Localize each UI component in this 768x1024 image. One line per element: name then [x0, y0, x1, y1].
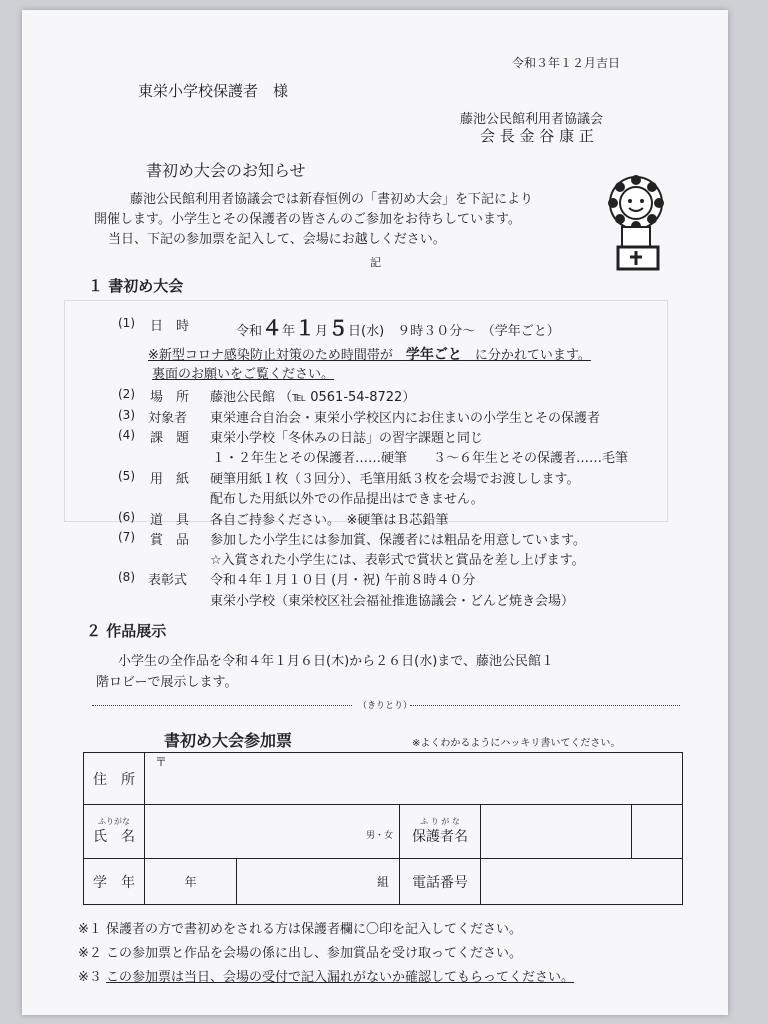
item4-label: 課 題 [150, 431, 190, 446]
prizes-line-2: ☆入賞された小学生には、表彰式で賞状と賞品を差し上げます。 [210, 553, 585, 568]
covid-note-2: 裏面のお願いをご覧ください。 [152, 367, 335, 382]
guardian-label: 保護者名 [412, 829, 468, 845]
prizes-line-1: 参加した小学生には参加賞、保護者には粗品を用意しています。 [210, 533, 586, 548]
exhibit-line-2: 階ロビーで展示します。 [96, 675, 238, 690]
year-unit: 年 [184, 875, 197, 889]
sunflower-mascot-icon [596, 175, 676, 275]
address-field[interactable] [145, 753, 683, 805]
cut-line-left [92, 705, 352, 706]
intro-line-1: 藤池公民館利用者協議会では新春恒例の「書初め大会」を下記により [130, 192, 534, 207]
addressee: 東栄小学校保護者 様 [138, 82, 289, 100]
form-note: ※よくわかるようにハッキリ書いてください。 [412, 738, 621, 749]
section2-heading: ２ 作品展示 [86, 622, 167, 640]
venue: 藤池公民館 （℡ 0561-54-8722） [210, 390, 416, 405]
exhibit-line-1: 小学生の全作品を令和４年１月６日(木)から２６日(水)まで、藤池公民館１ [118, 654, 555, 669]
name-furigana: ふりがな [98, 817, 130, 826]
organization: 藤池公民館利用者協議会 [460, 112, 604, 127]
paper-line-1: 硬筆用紙１枚（３回分）、毛筆用紙３枚を会場でお渡しします。 [210, 472, 580, 487]
grade-field[interactable] [145, 859, 237, 905]
target-audience: 東栄連合自治会・東栄小学校区内にお住まいの小学生とその保護者 [210, 411, 601, 426]
phone-field[interactable] [481, 859, 683, 905]
class-unit: 組 [376, 875, 389, 889]
item5-num: (5) [118, 469, 135, 483]
item5-label: 用 紙 [150, 472, 190, 487]
item2-num: (2) [118, 387, 135, 401]
intro-line-2: 開催します。小学生とその保護者の皆さんのご参加をお待ちしています。 [94, 212, 521, 227]
item2-label: 場 所 [150, 390, 190, 405]
item7-label: 賞 品 [150, 533, 190, 548]
event-datetime: 令和４年１月５日(水) ９時３０分～ （学年ごと） [236, 316, 560, 340]
chairperson: 会 長 金 谷 康 正 [480, 127, 594, 145]
name-label-cell [84, 805, 145, 859]
name-field[interactable] [145, 805, 400, 859]
issue-date: 令和３年１２月吉日 [512, 56, 621, 70]
grade-label: 学 年 [84, 859, 145, 905]
item1-num: (1) [118, 316, 135, 330]
ceremony-line-1: 令和４年１月１０日 (月・祝) 午前８時４０分 [210, 573, 476, 588]
phone-label: 電話番号 [400, 859, 481, 905]
cut-line-right [410, 705, 680, 706]
footnote-3-mark: ※３ [78, 970, 102, 985]
postal-mark: 〒 [155, 755, 168, 769]
item8-label: 表彰式 [148, 573, 188, 588]
paper-line-2: 配布した用紙以外での作品提出はできません。 [210, 492, 484, 507]
page-title: 書初め大会のお知らせ [146, 161, 306, 180]
ki-mark: 記 [370, 256, 381, 269]
item4-num: (4) [118, 428, 135, 442]
footnote-2-text: この参加票と作品を会場の係に出し、参加賞品を受け取ってください。 [106, 946, 523, 961]
footnote-3 [78, 966, 574, 985]
name-label: 氏 名 [93, 829, 135, 845]
item1-label: 日 時 [150, 319, 190, 334]
tools: 各自ご持参ください。 ※硬筆はＢ芯鉛筆 [210, 513, 449, 528]
item8-num: (8) [118, 570, 135, 584]
entry-form-table [83, 752, 683, 905]
ceremony-line-2: 東栄小学校（東栄校区社会福祉推進協議会・どんど焼き会場） [210, 594, 575, 609]
address-label: 住 所 [84, 753, 145, 805]
guardian-name-field[interactable] [481, 805, 632, 859]
assignment-line-2: １・２年生とその保護者……硬筆 ３～６年生とその保護者……毛筆 [212, 451, 629, 466]
item7-num: (7) [118, 530, 135, 544]
footnote-3-text: この参加票は当日、会場の受付で記入漏れがないか確認してもらってください。 [106, 970, 575, 985]
section1-heading: １ 書初め大会 [88, 277, 184, 295]
footnote-2 [78, 942, 522, 961]
footnote-1-text: 保護者の方で書初めをされる方は保護者欄に〇印を記入してください。 [106, 922, 523, 937]
item3-label: 対象者 [148, 411, 188, 426]
cut-label: （きりとり） [358, 701, 413, 711]
guardian-furigana: ふ り が な [420, 817, 460, 826]
document-page [22, 10, 728, 1015]
footnote-1 [78, 918, 522, 937]
class-field[interactable] [237, 859, 400, 905]
item3-num: (3) [118, 408, 135, 422]
intro-line-3: 当日、下記の参加票を記入して、会場にお越しください。 [108, 232, 446, 247]
guardian-mark-field[interactable] [632, 805, 683, 859]
covid-note: ※新型コロナ感染防止対策のため時間帯が 学年ごと に分かれています。 [148, 347, 591, 363]
footnote-2-mark: ※２ [78, 946, 102, 961]
item6-num: (6) [118, 510, 135, 524]
form-title: 書初め大会参加票 [164, 731, 293, 750]
footnote-1-mark: ※１ [78, 922, 102, 937]
assignment-line-1: 東栄小学校「冬休みの日誌」の習字課題と同じ [210, 431, 484, 446]
guardian-label-cell [400, 805, 481, 859]
item6-label: 道 具 [150, 513, 190, 528]
gender-option[interactable]: 男・女 [365, 831, 393, 841]
